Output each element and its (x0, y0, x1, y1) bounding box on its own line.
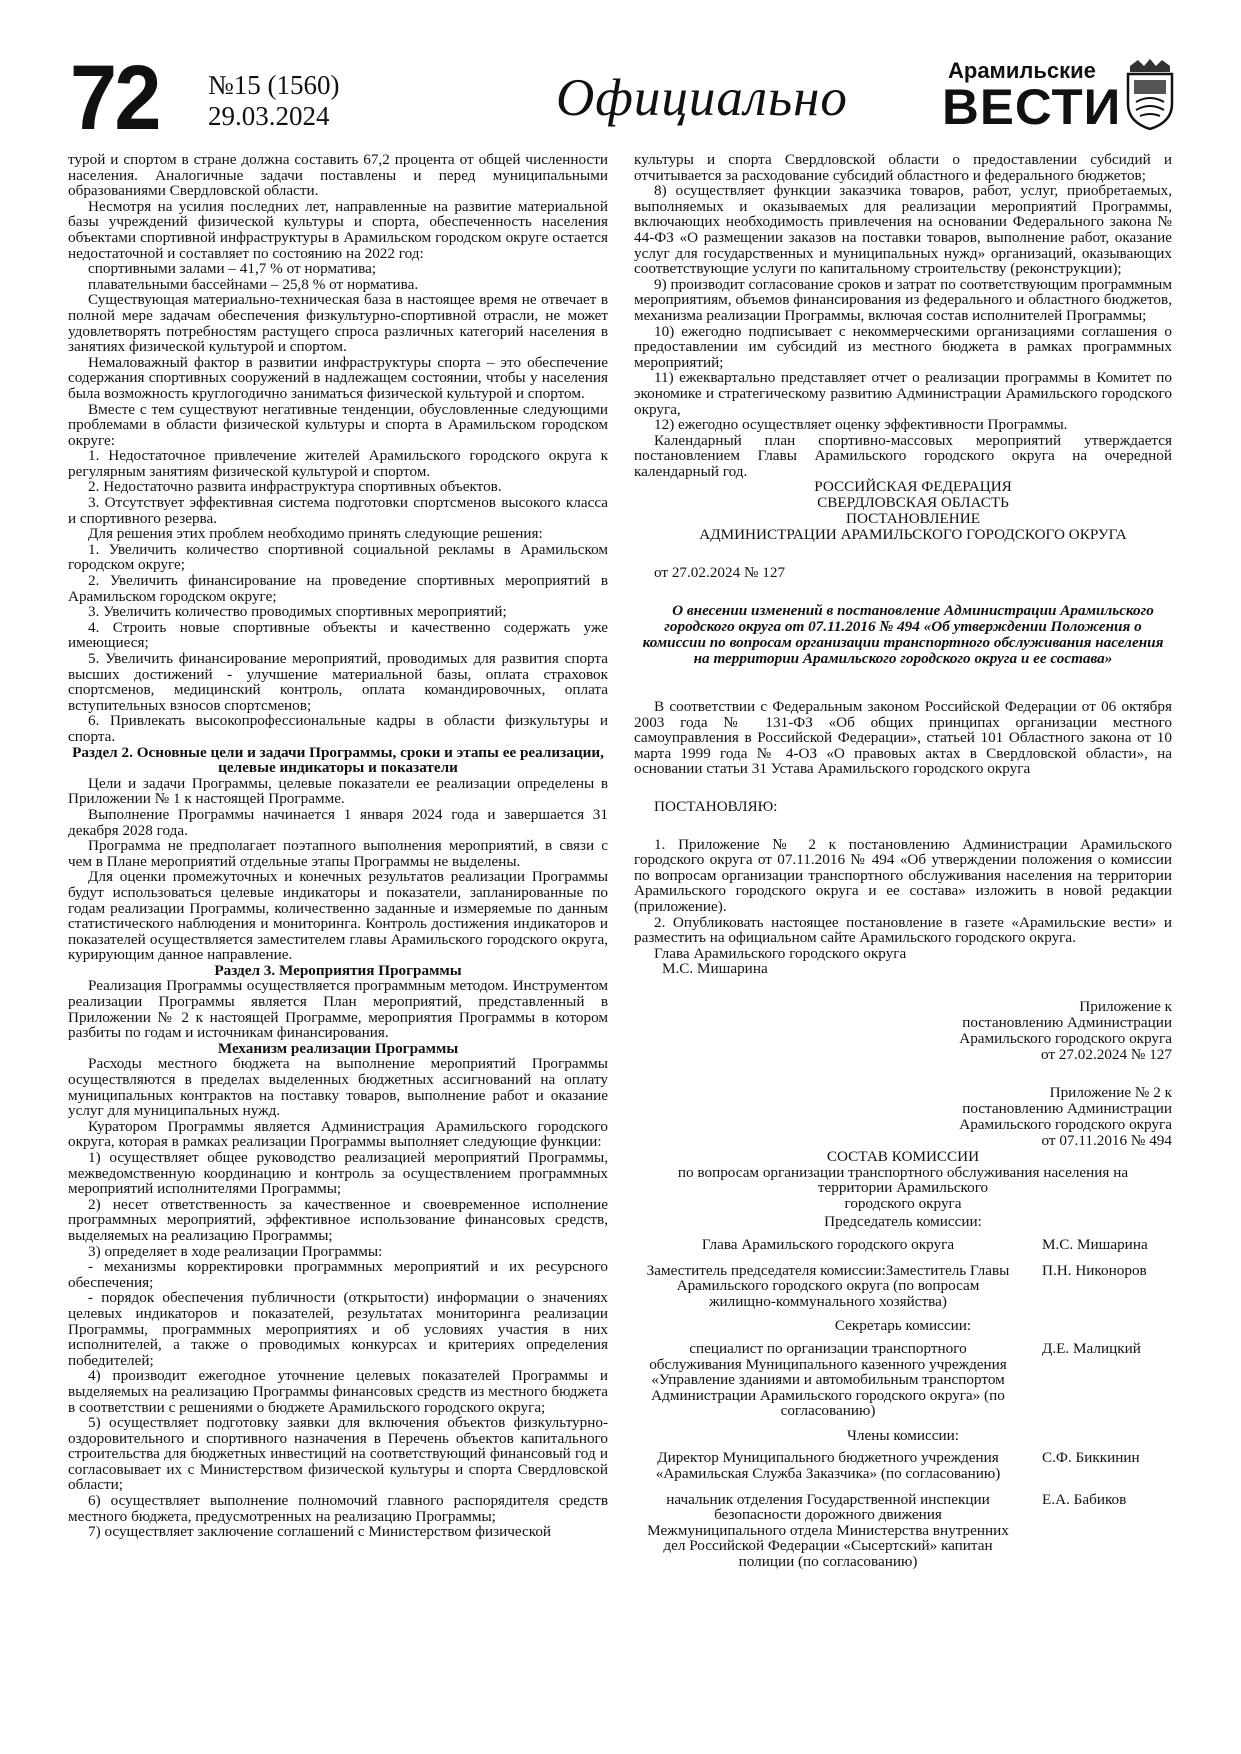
paragraph: Для решения этих проблем необходимо принять следующие решения: (88, 525, 543, 543)
section-heading: Раздел 3. Мероприятия Программы (214, 961, 462, 979)
paragraph: - механизмы корректировки программных мероприятий и их ресурсного обеспечения; (68, 1258, 608, 1291)
paragraph: турой и спортом в стране должна составить 67,2 процента от общей численности населения. Аналогичные задачи поставлены и перед муниципальными образованиями Свердловской области. (68, 151, 608, 200)
header-doc-type: ПОСТАНОВЛЕНИЕ (845, 510, 981, 528)
paragraph: 1. Увеличить количество спортивной социальной рекламы в Арамильском городском округе; (68, 540, 608, 574)
member-role: Заместитель председателя комиссии:Заместитель Главы Арамильского городского округа (по вопросам жилищно-коммунального хозяйства) (646, 1261, 1010, 1310)
paragraph: 2) несет ответственность за качественное и своевременное исполнение программных мероприятий, эффективное использование финансовых средств, выделяемых на реализацию Программы; (68, 1195, 608, 1244)
brand-main: ВЕСТИ (942, 79, 1122, 135)
decree-item: 2. Опубликовать настоящее постановление в газете «Арамильские вести» и разместить на официальном сайте Арамильского городского округа. (634, 913, 1172, 947)
paragraph: Несмотря на усилия последних лет, направленные на развитие материальной базы учреждений физической культуры и спорта, обеспеченность населения объектами спортивной инфраструктуры в Арамильском городском округе остается недостаточной и составляет по состоянию на 2022 год: (68, 197, 608, 262)
paragraph: Цели и задачи Программы, целевые показатели ее реализации определены в Приложении № 1 к настоящей Программе. (68, 774, 608, 808)
paragraph: 5) осуществляет подготовку заявки для включения объектов физкультурно-оздоровительного и спортивного назначения в Перечень объектов капитального строительства для бюджетных инвестиций на соответствующий финансовый год и согласовывает их с Министерством физической культуры и спорта Свердловской области; (68, 1414, 608, 1494)
commission-subtitle: городского округа (844, 1194, 962, 1212)
paragraph: Немаловажный фактор в развитии инфраструктуры спорта – это обеспечение содержания спортивных сооружений в надлежащем состоянии, чтобы у населения была возможность круглогодично заниматься физической культурой и спортом. (68, 353, 608, 402)
paragraph: - порядок обеспечения публичности (открытости) информации о значениях целевых индикаторов и показателей, результатах мониторинга реализации Программы, программных мероприятиях и об условиях участия в них исполнителей, а также о проводимых конкурсах и критериях определения победителей; (68, 1289, 608, 1369)
paragraph: Существующая материально-техническая база в настоящее время не отвечает в полной мере задачам обеспечения физкультурно-спортивной отрасли, не может удовлетворять потребностям растущего спроса различных категорий населения в занятиях физической культурой и спортом. (68, 291, 608, 356)
appendix-line: от 07.11.2016 № 494 (1041, 1131, 1172, 1149)
issue-date: 29.03.2024 (208, 101, 330, 131)
appendix-line: Арамильского городского округа (959, 1029, 1172, 1047)
paragraph: 4) производит ежегодное уточнение целевых показателей Программы и выделяемых на реализацию Программы финансовых средств из местного бюджета в соответствии с решениями о бюджете Арамильского городского округа; (68, 1367, 608, 1416)
group-secretary: Секретарь комиссии: (834, 1317, 972, 1335)
commission-title: СОСТАВ КОМИССИИ (826, 1147, 980, 1165)
decree-title: О внесении изменений в постановление Администрации Арамильского городского округа от 07.11.2016 № 494 «Об утверждении Положения о комиссии по вопросам организации транспортного обслуживания населения на территории Арамильского городского округа и ее состава» (642, 602, 1164, 668)
paragraph: 1. Недостаточное привлечение жителей Арамильского городского округа к регулярным занятиям физической культурой и спортом. (68, 447, 608, 480)
header-country: РОССИЙСКАЯ ФЕДЕРАЦИЯ (814, 478, 1012, 496)
table-row (634, 1446, 1172, 1487)
paragraph: 11) ежеквартально представляет отчет о реализации программы в Комитет по экономике и стратегическому развитию Администрации Арамильского городского округа, (634, 369, 1172, 418)
paragraph: Расходы местного бюджета на выполнение мероприятий Программы осуществляются в пределах выделенных бюджетных ассигнований на оплату муниципальных контрактов на поставку товаров, выполнение работ и оказание услуг для муниципальных нужд. (68, 1055, 608, 1120)
paragraph: 9) производит согласование сроков и затрат по соответствующим программным мероприятиям, объемов финансирования из федерального и областного бюджетов, механизма реализации Программы, включая состав исполнителей Программы; (634, 275, 1172, 324)
table-row (634, 1488, 1172, 1576)
member-name: М.С. Мишарина (1042, 1235, 1148, 1253)
member-role: специалист по организации транспортного обслуживания Муниципального казенного учреждения «Управление зданиями и автомобильным транспортом Администрации Арамильского городского округа» (по согласованию) (649, 1339, 1007, 1420)
appendix-note-2 (634, 1085, 1172, 1149)
appendix-line: Приложение к (1079, 997, 1172, 1015)
paragraph: плавательными бассейнами – 25,8 % от норматива. (88, 275, 419, 293)
appendix-line: Приложение № 2 к (1049, 1083, 1172, 1101)
paragraph: Для оценки промежуточных и конечных результатов реализации Программы будут использоваться целевые индикаторы и показатели, запланированные по годам реализации Программы, количественно заданные и измеряемые по данным статистического наблюдения и мониторинга. Контроль достижения индикаторов и показателей осуществляется заместителем главы Арамильского городского округа, курирующим данное направление. (68, 868, 608, 964)
paragraph: культуры и спорта Свердловской области о предоставлении субсидий и отчитывается за расходование субсидий областного и федерального бюджетов; (634, 151, 1172, 184)
member-role: начальник отделения Государственной инспекции безопасности дорожного движения Межмуниципального отдела Министерства внутренних дел Российской Федерации «Сысертский» капитан полиции (по согласованию) (647, 1490, 1009, 1571)
appendix-line: от 27.02.2024 № 127 (1040, 1045, 1172, 1063)
paragraph: Вместе с тем существуют негативные тенденции, обусловленные следующими проблемами в области физической культуры и спорта в Арамильском городском округе: (68, 400, 608, 449)
appendix-note-1 (634, 999, 1172, 1063)
paragraph: Программа не предполагает поэтапного выполнения мероприятий, в связи с чем в Плане мероприятий отдельные этапы Программы не выделены. (68, 837, 608, 870)
paragraph: 10) ежегодно подписывает с некоммерческими организациями соглашения о предоставлении им субсидий из местного бюджета в рамках программных мероприятий; (634, 322, 1172, 371)
paragraph: 8) осуществляет функции заказчика товаров, работ, услуг, приобретаемых, выполняемых и оказываемых для реализации мероприятий Программы, включающих необходимость привлечения на основании Федерального закона № 44-ФЗ «О размещении заказов на поставки товаров, выполнение работ, оказание услуг для государственных и муниципальных нужд» организаций, оказывающих соответствующие услуги по капитальному строительству (реконструкции); (634, 182, 1172, 278)
paragraph: спортивными залами – 41,7 % от норматива; (88, 260, 377, 278)
appendix-line: постановлению Администрации (962, 1013, 1172, 1031)
member-name: С.Ф. Биккинин (1042, 1449, 1140, 1467)
member-name: П.Н. Никоноров (1042, 1261, 1147, 1279)
page-number: 72 (70, 47, 159, 149)
member-role: Глава Арамильского городского округа (701, 1235, 955, 1253)
paragraph: 12) ежегодно осуществляет оценку эффективности Программы. (654, 416, 1068, 434)
commission-subtitle: по вопросам организации транспортного обслуживания населения на (677, 1163, 1129, 1181)
member-name: Е.А. Бабиков (1042, 1490, 1127, 1508)
paragraph: Выполнение Программы начинается 1 января 2024 года и завершается 31 декабря 2028 года. (68, 805, 608, 839)
paragraph: 6) осуществляет выполнение полномочий главного распорядителя средств местного бюджета, предусмотренных на реализацию Программы; (68, 1492, 608, 1525)
paragraph: 6. Привлекать высокопрофессиональные кадры в области физкультуры и спорта. (68, 712, 608, 745)
decree-resolve: ПОСТАНОВЛЯЮ: (654, 798, 778, 816)
appendix-line: Арамильского городского округа (959, 1115, 1172, 1133)
paragraph: 3) определяет в ходе реализации Программы: (88, 1242, 383, 1260)
decree-preamble: В соответствии с Федеральным законом Российской Федерации от 06 октября 2003 года № 131-ФЗ «Об общих принципах организации местного самоуправления в Российской Федерации», статьей 101 Областного закона от 10 марта 1999 года № 4-ОЗ «О правовых актах в Свердловской области», на основании статьи 31 Устава Арамильского городского округа (634, 698, 1172, 778)
signature-name: М.С. Мишарина (662, 960, 768, 978)
group-chair: Председатель комиссии: (824, 1213, 982, 1231)
city-coat-of-arms-icon (1124, 58, 1176, 130)
member-role: Директор Муниципального бюджетного учреждения «Арамильская Служба Заказчика» (по согласованию) (655, 1449, 1001, 1483)
signature-position: Глава Арамильского городского округа (654, 944, 907, 962)
masthead (0, 0, 1241, 150)
right-column (634, 152, 1172, 1576)
paragraph: 1) осуществляет общее руководство реализацией мероприятий Программы, межведомственную координацию и контроль за осуществлением программных мероприятий исполнителями Программы; (68, 1149, 608, 1198)
paragraph: Реализация Программы осуществляется программным методом. Инструментом реализации Программы является План мероприятий, представленный в Приложении № 2 к настоящей Программе, мероприятия Программы в котором разбиты по годам и источникам финансирования. (68, 977, 608, 1042)
left-column (68, 152, 608, 1540)
section-title: Официально (556, 69, 848, 127)
decree-header (634, 479, 1172, 543)
table-row (634, 1337, 1172, 1425)
member-name: Д.Е. Малицкий (1042, 1339, 1141, 1357)
table-row (634, 1233, 1172, 1259)
appendix-line: постановлению Администрации (962, 1099, 1172, 1117)
header-authority: АДМИНИСТРАЦИИ АРАМИЛЬСКОГО ГОРОДСКОГО ОКРУГА (699, 526, 1127, 544)
header-region: СВЕРДЛОВСКАЯ ОБЛАСТЬ (817, 494, 1009, 512)
paragraph: Календарный план спортивно-массовых мероприятий утверждается постановлением Главы Арамильского городского округа на очередной календарный год. (634, 431, 1172, 480)
paragraph: 3. Увеличить количество проводимых спортивных мероприятий; (88, 603, 507, 621)
section-heading: Механизм реализации Программы (217, 1039, 459, 1057)
paragraph: 4. Строить новые спортивные объекты и качественно содержать уже имеющиеся; (68, 618, 608, 652)
section-heading: Раздел 2. Основные цели и задачи Программы, сроки и этапы ее реализации, целевые индикаторы и показатели (72, 743, 604, 777)
issue-number: №15 (1560) (208, 70, 340, 100)
paragraph: 3. Отсутствует эффективная система подготовки спортсменов высокого класса и спортивного резерва. (68, 494, 608, 527)
commission-table (634, 1211, 1172, 1575)
decree-date: от 27.02.2024 № 127 (654, 564, 786, 582)
commission-subtitle: территории Арамильского (817, 1179, 989, 1197)
paragraph: Куратором Программы является Администрация Арамильского городского округа, которая в рамках реализации Программы выполняет следующие функции: (68, 1117, 608, 1151)
paragraph: 5. Увеличить финансирование мероприятий, проводимых для развития спорта высших достижений - улучшение материальной базы, оплата страховок спортсменов, медицинский контроль, оплата командировочных, оплата вступительных взносов спортсменов; (68, 650, 608, 714)
paragraph: 7) осуществляет заключение соглашений с Министерством физической (88, 1523, 552, 1541)
table-row (634, 1259, 1172, 1316)
paragraph: 2. Увеличить финансирование на проведение спортивных мероприятий в Арамильском городском округе; (68, 572, 608, 605)
brand-top: Арамильские (948, 58, 1096, 83)
decree-item: 1. Приложение № 2 к постановлению Администрации Арамильского городского округа от 07.11.2016 № 494 «Об утверждении положения о комиссии по вопросам организации транспортного обслуживания населения на территории Арамильского городского округа и ее состава» изложить в новой редакции (приложение). (634, 835, 1172, 915)
group-members: Члены комиссии: (847, 1426, 959, 1444)
paragraph: 2. Недостаточно развита инфраструктура спортивных объектов. (88, 478, 502, 496)
